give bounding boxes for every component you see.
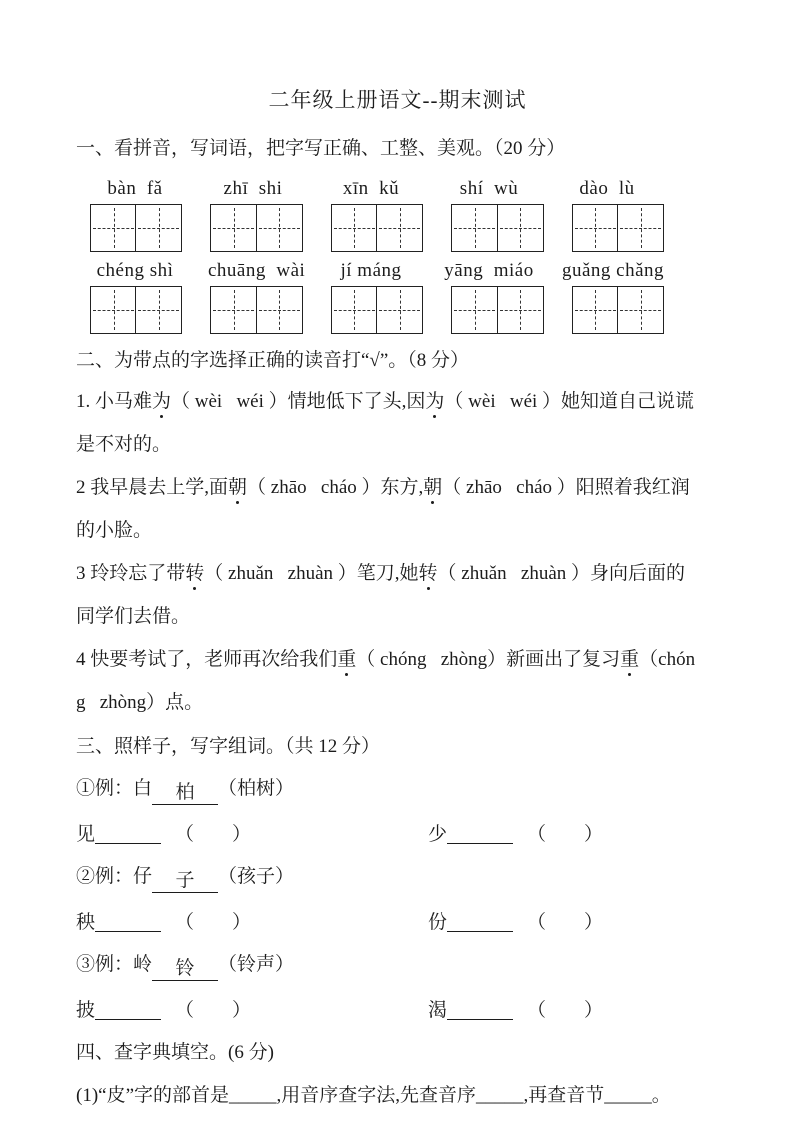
section-1-heading: 一、看拼音，写词语，把字写正确、工整、美观。（20 分） (76, 138, 566, 159)
section-4-heading: 四、查字典填空。(6 分) (76, 1042, 274, 1063)
answer-blank[interactable] (95, 931, 161, 932)
emphasis-dotted-character: 为 (425, 391, 445, 412)
pinyin-label: chuāng wài (208, 260, 306, 281)
tian-cell[interactable] (376, 286, 423, 334)
section-3-heading: 三、照样子，写字组词。（共 12 分） (76, 736, 381, 757)
tian-cell[interactable] (572, 286, 619, 334)
emphasis-dotted-character: 转 (185, 563, 205, 584)
question-2-line-2: 的小脸。 (76, 520, 153, 541)
writing-grid-block[interactable] (331, 204, 423, 252)
tian-cell[interactable] (497, 204, 544, 252)
page-title: 二年级上册语文--期末测试 (268, 88, 527, 112)
writing-grid-block[interactable] (210, 286, 302, 334)
writing-grid-block[interactable] (210, 204, 302, 252)
example-line-1 (76, 776, 719, 805)
writing-grid-block[interactable] (572, 286, 664, 334)
pinyin-label: jí máng (340, 260, 402, 281)
answer-blank[interactable] (447, 1019, 513, 1020)
example-number: ① (76, 778, 96, 799)
tian-cell[interactable] (497, 286, 544, 334)
pinyin-label: bàn fǎ (107, 178, 163, 199)
tian-cell[interactable] (572, 204, 619, 252)
given-character: 少 (428, 824, 448, 845)
pinyin-row-1 (90, 178, 719, 200)
writing-grid-row-2 (90, 286, 719, 334)
question-3-line-2: 同学们去借。 (76, 606, 191, 627)
tian-cell[interactable] (376, 204, 423, 252)
question-1-line-1: 1. 小马难为（ wèi wéi ）情地低下了头,因为（ wèi wéi ）她知道自己说谎 (76, 391, 695, 412)
given-character: 披 (76, 1000, 96, 1021)
emphasis-dotted-character: 重 (620, 649, 640, 670)
tian-cell[interactable] (256, 286, 303, 334)
example-fill: 柏 (152, 782, 218, 805)
writing-grid-block[interactable] (451, 204, 543, 252)
word-paren-blank[interactable]: （ ） (527, 824, 604, 845)
tian-cell[interactable] (135, 204, 182, 252)
example-line-3 (76, 952, 719, 981)
example-number: ② (76, 866, 96, 887)
answer-item (76, 910, 428, 935)
answer-item (428, 998, 603, 1023)
tian-cell[interactable] (617, 286, 664, 334)
pinyin-label: dào lù (579, 178, 635, 199)
tian-cell[interactable] (451, 204, 498, 252)
tian-cell[interactable] (90, 286, 137, 334)
pinyin-label: shí wù (459, 178, 519, 199)
tian-cell[interactable] (210, 204, 257, 252)
example-fill: 子 (152, 870, 218, 893)
pinyin-label: guǎng chǎng (562, 260, 665, 281)
example-prefix: 例：岭 (95, 954, 153, 975)
tian-cell[interactable] (256, 204, 303, 252)
word-paren-blank[interactable]: （ ） (175, 912, 252, 933)
tian-cell[interactable] (451, 286, 498, 334)
tian-cell[interactable] (331, 286, 378, 334)
example-prefix: 例：白 (95, 778, 153, 799)
writing-grid-block[interactable] (331, 286, 423, 334)
answer-blank[interactable] (447, 931, 513, 932)
word-paren-blank[interactable]: （ ） (527, 912, 604, 933)
emphasis-dotted-character: 为 (152, 391, 172, 412)
tian-cell[interactable] (90, 204, 137, 252)
writing-grid-block[interactable] (90, 286, 182, 334)
example-note: （孩子） (218, 866, 295, 887)
question-4-line-1: 4 快要考试了，老师再次给我们重（ chóng zhòng）新画出了复习重（chón (76, 649, 696, 670)
answer-blank[interactable] (95, 843, 161, 844)
pinyin-label: yāng miáo (444, 260, 534, 281)
example-note: （柏树） (218, 778, 295, 799)
section-2-heading: 二、为带点的字选择正确的读音打“√”。（8 分） (76, 350, 470, 371)
word-paren-blank[interactable]: （ ） (527, 1000, 604, 1021)
example-prefix: 例：仔 (95, 866, 153, 887)
pinyin-label: chéng shì (96, 260, 174, 281)
answer-pair-row-2 (76, 910, 719, 935)
example-note: （铃声） (218, 954, 295, 975)
section-4-question-1: (1)“皮”字的部首是_____,用音序查字法,先查音序_____,再查音节_____。 (76, 1085, 671, 1106)
answer-item (428, 910, 603, 935)
pinyin-row-2 (90, 260, 719, 282)
pinyin-label: zhī shi (223, 178, 283, 199)
given-character: 份 (428, 912, 448, 933)
word-paren-blank[interactable]: （ ） (175, 1000, 252, 1021)
example-line-2 (76, 864, 719, 893)
given-character: 秧 (76, 912, 96, 933)
word-paren-blank[interactable]: （ ） (175, 824, 252, 845)
emphasis-dotted-character: 重 (337, 649, 357, 670)
question-3-line-1: 3 玲玲忘了带转（ zhuǎn zhuàn ）笔刀,她转（ zhuǎn zhuàn ）身向后面的 (76, 563, 686, 584)
answer-blank[interactable] (447, 843, 513, 844)
writing-grid-block[interactable] (90, 204, 182, 252)
emphasis-dotted-character: 朝 (228, 477, 248, 498)
answer-item (76, 998, 428, 1023)
question-4-line-2: g zhòng）点。 (76, 692, 204, 713)
question-1-line-2: 是不对的。 (76, 434, 172, 455)
given-character: 渴 (428, 1000, 448, 1021)
tian-cell[interactable] (210, 286, 257, 334)
writing-grid-block[interactable] (451, 286, 543, 334)
pinyin-label: xīn kǔ (342, 178, 400, 199)
example-number: ③ (76, 954, 96, 975)
writing-grid-row-1 (90, 204, 719, 252)
emphasis-dotted-character: 转 (418, 563, 438, 584)
answer-blank[interactable] (95, 1019, 161, 1020)
given-character: 见 (76, 824, 96, 845)
answer-item (428, 822, 603, 847)
writing-grid-block[interactable] (572, 204, 664, 252)
tian-cell[interactable] (135, 286, 182, 334)
example-fill: 铃 (152, 958, 218, 981)
emphasis-dotted-character: 朝 (423, 477, 443, 498)
answer-pair-row-3 (76, 998, 719, 1023)
tian-cell[interactable] (331, 204, 378, 252)
question-2-line-1: 2 我早晨去上学,面朝（ zhāo cháo ）东方,朝（ zhāo cháo ）阳照着我红润 (76, 477, 690, 498)
tian-cell[interactable] (617, 204, 664, 252)
answer-pair-row-1 (76, 822, 719, 847)
answer-item (76, 822, 428, 847)
